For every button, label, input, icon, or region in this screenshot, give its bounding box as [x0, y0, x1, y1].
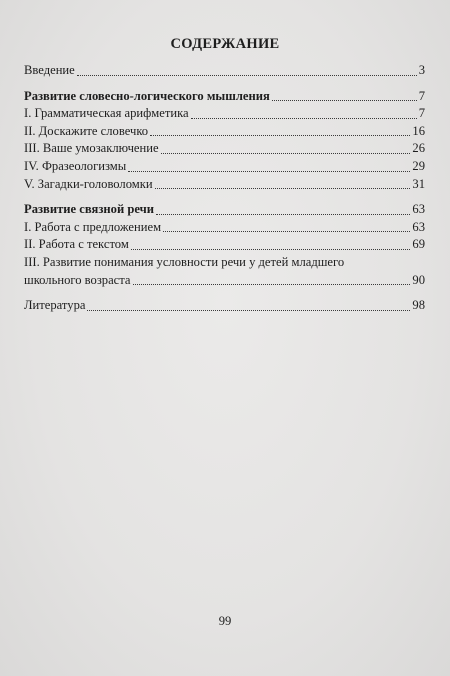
dot-leader [155, 188, 411, 189]
toc-entry-page: 26 [412, 141, 425, 156]
toc-entry-label: I. Грамматическая арифметика [24, 106, 189, 121]
dot-leader [128, 171, 410, 172]
toc-entry [24, 176, 425, 194]
toc-entry-label-line1: III. Развитие понимания условности речи у детей младшего [24, 254, 345, 269]
toc-entry-label: III. Ваше умозаключение [24, 141, 159, 156]
toc-entry-label: II. Доскажите словечко [24, 123, 149, 138]
toc-entry-page: 63 [412, 219, 425, 234]
dot-leader [77, 75, 417, 76]
toc-entry-label: IV. Фразеологизмы [24, 158, 127, 173]
dot-leader [87, 310, 410, 311]
toc-entry-page: 90 [412, 272, 425, 287]
toc-entry-label: Литература [24, 298, 86, 313]
toc-entry-label: Развитие словесно-логического мышления [24, 88, 270, 103]
spacer [24, 80, 425, 88]
dot-leader [133, 284, 411, 285]
toc-entry [24, 272, 425, 290]
page-number: 99 [218, 614, 232, 628]
toc-entry-intro [24, 62, 425, 80]
table-of-contents [24, 62, 425, 315]
toc-entry [24, 123, 425, 141]
toc-entry-page: 16 [412, 123, 425, 138]
dot-leader [156, 214, 410, 215]
dot-leader [272, 100, 417, 101]
toc-entry-page: 63 [412, 202, 425, 217]
toc-entry [24, 105, 425, 123]
toc-entry-page: 98 [412, 298, 425, 313]
toc-entry-label: I. Работа с предложением [24, 219, 162, 234]
toc-entry [24, 219, 425, 237]
toc-entry-page: 29 [412, 158, 425, 173]
toc-entry-page: 7 [418, 88, 425, 103]
toc-entry-label: Введение [24, 63, 75, 77]
toc-entry-page: 3 [418, 63, 425, 77]
dot-leader [191, 118, 417, 119]
toc-entry-label: II. Работа с текстом [24, 237, 129, 252]
spacer [24, 193, 425, 201]
toc-entry-page: 31 [412, 176, 425, 191]
toc-entry [24, 140, 425, 158]
dot-leader [150, 135, 410, 136]
toc-entry-label-line2: школьного возраста [24, 272, 131, 287]
toc-entry-label: Развитие связной речи [24, 202, 154, 217]
toc-section-heading [24, 201, 425, 219]
toc-entry [24, 158, 425, 176]
toc-entry-literature [24, 297, 425, 315]
toc-entry [24, 236, 425, 254]
toc-entry-page: 69 [412, 237, 425, 252]
page-title: СОДЕРЖАНИЕ [170, 36, 280, 52]
toc-entry-page: 7 [418, 106, 425, 121]
dot-leader [163, 231, 410, 232]
dot-leader [161, 153, 411, 154]
toc-section-heading [24, 88, 425, 106]
dot-leader [131, 249, 411, 250]
spacer [24, 289, 425, 297]
toc-entry-label: V. Загадки-головоломки [24, 176, 153, 191]
